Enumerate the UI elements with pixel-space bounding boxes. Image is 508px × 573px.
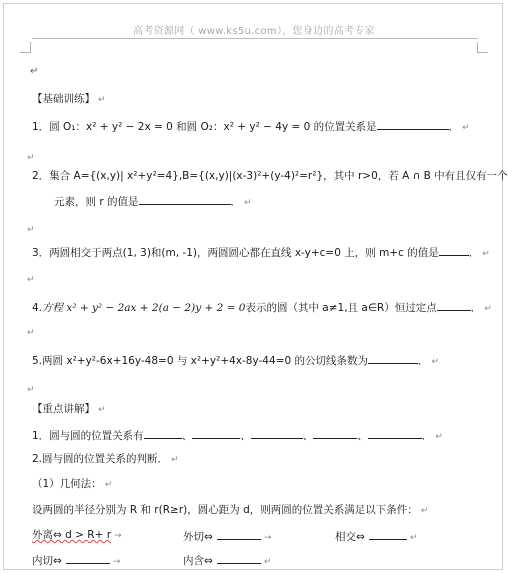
paragraph-mark-icon: ↵ (263, 557, 272, 567)
paragraph-mark-icon: ↵ (27, 153, 35, 163)
key-text: 圆与圆的位置关系有 (49, 430, 144, 442)
relation-intersect (335, 528, 417, 545)
question-number: 2． (32, 170, 50, 182)
paragraph-mark-icon: ↵ (420, 506, 429, 516)
question-end: ． (418, 355, 429, 367)
paragraph-mark-icon: ↵ (462, 123, 470, 133)
answer-blank[interactable] (439, 244, 469, 256)
answer-blank[interactable] (313, 427, 357, 439)
question-end: ． (468, 247, 480, 259)
paragraph-mark-icon: ↵ (30, 66, 39, 77)
answer-blank[interactable] (139, 193, 231, 205)
question-end: ． (230, 196, 241, 208)
question-text: 圆 O₁：x² + y² − 2x = 0 和圆 O₂：x² + y² − 4y = 0 的位置关系是 (49, 121, 377, 133)
relation-label: 外离⇔ d > R+ r (32, 529, 112, 541)
section-key-label: 【重点讲解】 (32, 403, 95, 415)
paragraph-mark-icon: ↵ (27, 225, 35, 235)
question-1 (32, 118, 470, 135)
relation-label: 内切⇔ (32, 555, 62, 567)
header-rule (32, 38, 478, 39)
paragraph-mark-icon: ↵ (27, 385, 35, 395)
answer-blank[interactable] (377, 118, 449, 130)
paragraph-mark-icon: ↵ (98, 405, 106, 415)
paragraph-mark-icon: ↵ (431, 357, 440, 367)
answer-blank[interactable] (66, 552, 110, 564)
question-2-cont (54, 193, 252, 210)
section-basic-label: 【基础训练】 (32, 93, 95, 105)
relation-internal-tangent (32, 552, 120, 569)
question-number: 5. (32, 355, 43, 367)
separator: 、 (181, 430, 193, 442)
question-3 (32, 244, 490, 261)
empty-line-mark (24, 325, 35, 340)
relation-label: 相交⇔ (335, 531, 365, 543)
question-end: ． (448, 121, 460, 133)
question-number: 4. (32, 302, 43, 314)
key-point-4 (32, 503, 428, 518)
question-number: 1． (32, 121, 50, 133)
question-text: 两圆相交于两点(1, 3)和(m, -1)，两圆圆心都在直线 x-y+c=0 上，则 m+c 的值是 (49, 247, 439, 259)
separator: 、 (357, 430, 368, 442)
section-key-title (32, 402, 106, 417)
paragraph-mark-icon: ↵ (171, 455, 179, 465)
tab-mark-icon: → (112, 557, 121, 567)
question-2 (32, 169, 508, 183)
tab-mark-icon: → (263, 533, 272, 543)
question-text: 两圆 x²+y²-6x+16y-48=0 与 x²+y²+4x-8y-44=0 的公切线条数为 (42, 355, 368, 367)
paragraph-mark-icon: ↵ (244, 198, 252, 208)
question-text: 表示的圆（其中 a≠1,且 a∈R）恒过定点 (245, 302, 437, 314)
section-basic-title (32, 92, 106, 107)
relation-label: 内含⇔ (183, 555, 213, 567)
answer-blank[interactable] (192, 427, 240, 439)
paragraph-mark-icon: ↵ (27, 328, 35, 338)
equation: 方程 x² + y² − 2ax + 2(a − 2)y + 2 = 0 (42, 302, 246, 314)
answer-blank[interactable] (369, 528, 407, 540)
answer-blank[interactable] (368, 352, 418, 364)
paragraph-mark-icon: ↵ (104, 480, 113, 490)
key-number: 1． (32, 430, 50, 442)
key-point-3 (32, 477, 112, 492)
paragraph-mark-icon: ↵ (409, 533, 418, 543)
question-text-cont: 元素，则 r 的值是 (54, 196, 139, 208)
answer-blank[interactable] (437, 299, 471, 311)
crop-mark-right (477, 42, 488, 53)
key-point-1 (32, 427, 443, 444)
paragraph-mark-icon: ↵ (482, 249, 490, 259)
key-end: ． (421, 430, 433, 442)
relation-separate (32, 528, 122, 543)
paragraph-mark-icon: ↵ (484, 304, 492, 314)
key-point-2 (32, 452, 179, 467)
question-text: 集合 A={(x,y)| x²+y²=4},B={(x,y)|(x-3)²+(y-4)²=r²}，其中 r>0，若 A ∩ B 中有且仅有一个 (49, 170, 508, 182)
empty-line-mark (24, 150, 35, 165)
separator: 、 (302, 430, 314, 442)
key-text: （1）几何法： (32, 478, 102, 490)
relation-label: 外切⇔ (183, 531, 213, 543)
question-end: ． (470, 302, 482, 314)
tab-mark-icon: → (114, 531, 122, 541)
answer-blank[interactable] (368, 427, 422, 439)
question-4 (32, 299, 492, 316)
paragraph-mark-icon: ↵ (98, 95, 106, 105)
question-number: 3． (32, 247, 50, 259)
empty-line-mark (24, 272, 35, 287)
answer-blank[interactable] (217, 528, 261, 540)
separator: 、 (240, 430, 251, 442)
empty-line-mark (24, 222, 35, 237)
key-text: 2.圆与圆的位置关系的判断． (32, 453, 169, 465)
paragraph-mark-icon: ↵ (27, 275, 35, 285)
crop-mark-left (20, 42, 31, 53)
question-5 (32, 352, 439, 369)
answer-blank[interactable] (217, 552, 261, 564)
paragraph-mark-icon: ↵ (435, 432, 443, 442)
answer-blank[interactable] (251, 427, 303, 439)
page-header: 高考资源网（ www.ks5u.com），您身边的高考专家 (133, 26, 375, 37)
relation-external-tangent (183, 528, 271, 545)
relation-contain (183, 552, 271, 569)
key-text: 设两圆的半径分别为 R 和 r(R≥r)，圆心距为 d，则两圆的位置关系满足以下条件： (32, 504, 418, 516)
empty-line-mark (24, 382, 35, 397)
answer-blank[interactable] (144, 427, 182, 439)
